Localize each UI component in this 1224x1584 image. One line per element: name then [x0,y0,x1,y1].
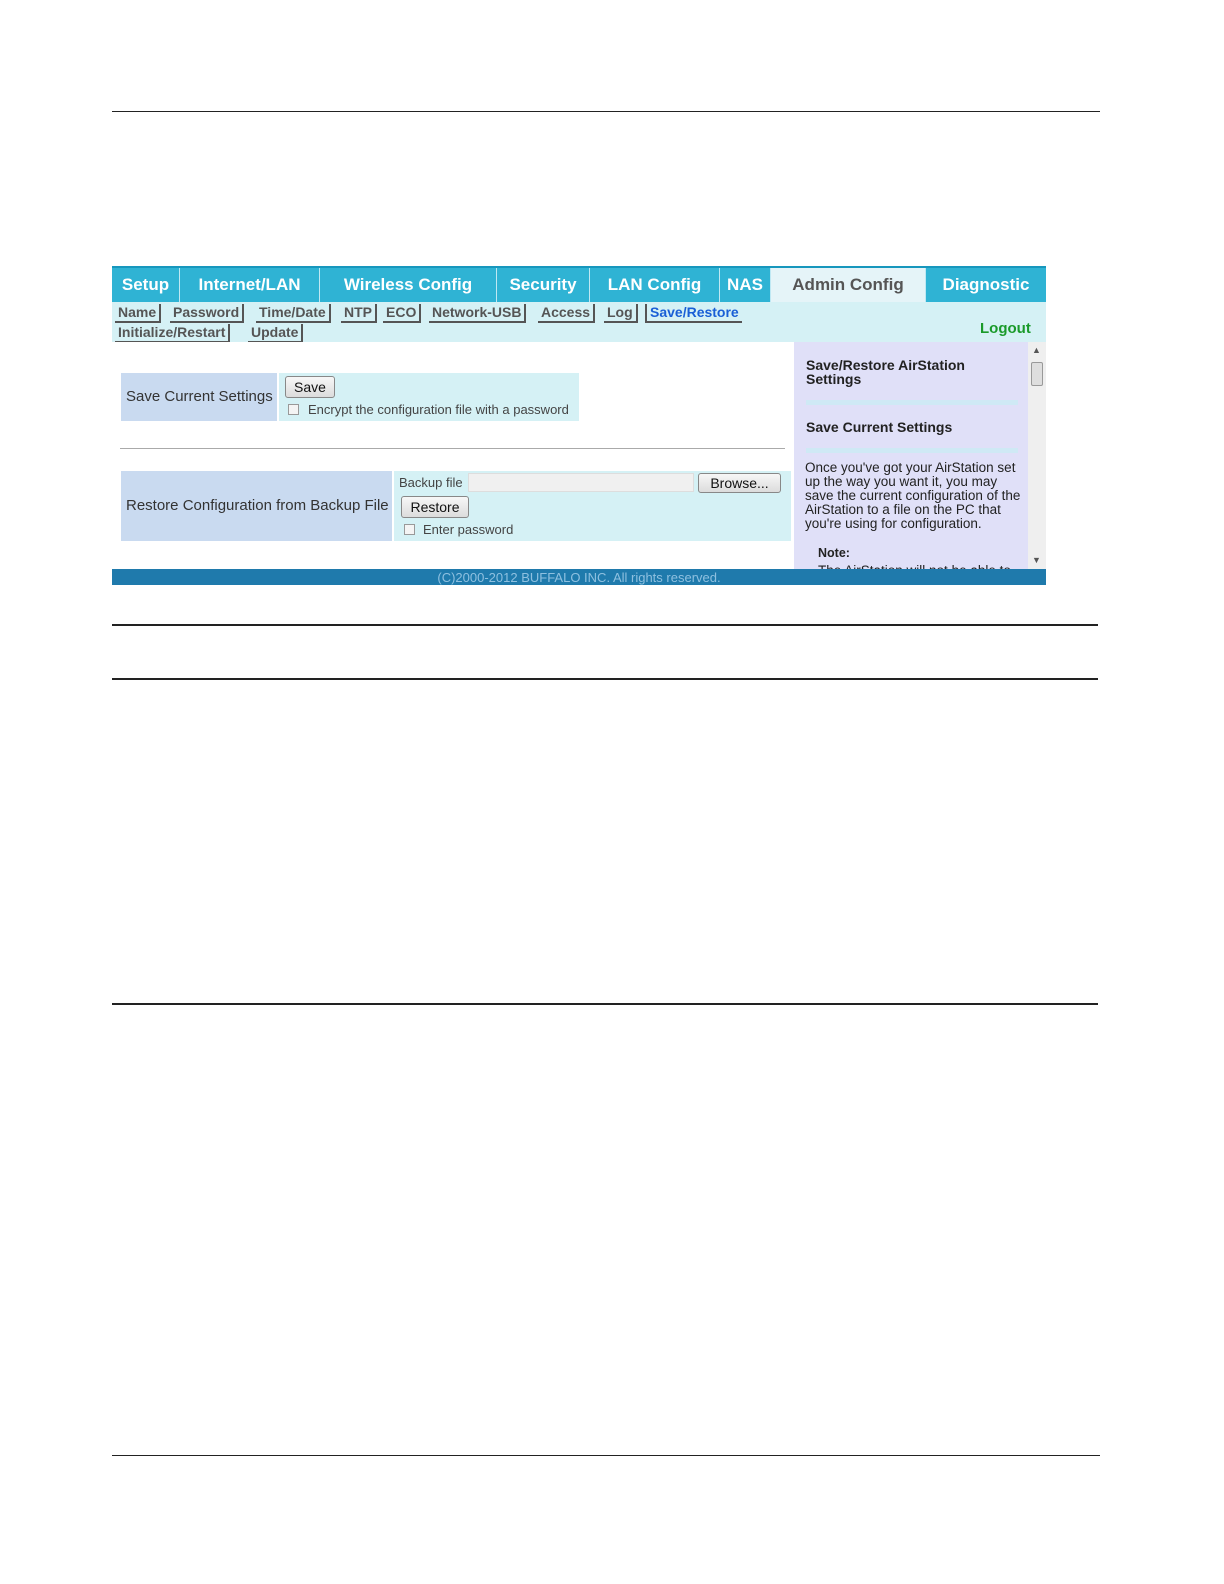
section-rule [112,678,1098,680]
copyright-footer: (C)2000-2012 BUFFALO INC. All rights reserved. [112,569,1046,585]
backup-file-label: Backup file [399,475,463,490]
subtab-save-restore[interactable]: Save/Restore [645,304,742,323]
scroll-thumb[interactable] [1031,362,1043,386]
router-admin-screenshot [112,266,1046,585]
tab-security[interactable]: Security [497,268,590,302]
main-tab-bar [112,266,1046,302]
encrypt-label: Encrypt the configuration file with a password [308,402,569,417]
restore-configuration-label: Restore Configuration from Backup File [126,497,389,514]
help-separator [806,448,1018,453]
help-title: Save/Restore AirStation Settings [806,357,965,387]
subtab-update[interactable]: Update [248,324,303,343]
help-separator [806,400,1018,405]
help-subtitle: Save Current Settings [806,419,953,435]
restore-row-label-cell [121,471,392,541]
section-divider [120,448,785,449]
subtab-ntp[interactable]: NTP [341,304,377,323]
tab-internet-lan[interactable]: Internet/LAN [180,268,320,302]
help-panel [794,342,1028,569]
save-row-label-cell [121,373,277,421]
tab-wireless-config[interactable]: Wireless Config [320,268,497,302]
subtab-log[interactable]: Log [604,304,638,323]
tab-nas[interactable]: NAS [720,268,771,302]
scroll-up-icon[interactable]: ▲ [1032,345,1041,355]
header-rule [112,111,1100,112]
tab-admin-config[interactable]: Admin Config [771,268,926,302]
restore-row-field-cell [394,471,791,541]
section-rule [112,624,1098,626]
subtab-eco[interactable]: ECO [383,304,421,323]
subtab-name[interactable]: Name [115,304,161,323]
subtab-initialize-restart[interactable]: Initialize/Restart [115,324,230,343]
save-current-settings-label: Save Current Settings [126,388,273,405]
tab-setup[interactable]: Setup [112,268,180,302]
logout-link[interactable]: Logout [980,320,1031,337]
save-row-field-cell [279,373,579,421]
footer-rule [112,1455,1100,1456]
help-body: Once you've got your AirStation set up the way you want it, you may save the current configuration of the AirStation to a file on the PC that you're using for configuration. [805,460,1021,531]
browse-button[interactable]: Browse... [698,473,781,493]
enter-password-label: Enter password [423,522,514,537]
restore-button[interactable]: Restore [401,496,469,518]
scroll-down-icon[interactable]: ▼ [1032,555,1041,565]
subtab-network-usb[interactable]: Network-USB [429,304,526,323]
enter-password-checkbox[interactable] [404,524,415,535]
sub-navigation [112,302,1046,342]
save-button[interactable]: Save [285,376,335,398]
tab-diagnostic[interactable]: Diagnostic [942,275,1030,294]
encrypt-checkbox[interactable] [288,404,299,415]
section-rule [112,1003,1098,1005]
help-note-label: Note: [818,546,850,560]
subtab-time-date[interactable]: Time/Date [256,304,331,323]
tab-lan-config[interactable]: LAN Config [590,268,720,302]
backup-file-input[interactable] [468,473,694,492]
subtab-password[interactable]: Password [170,304,244,323]
help-scrollbar[interactable] [1028,342,1046,569]
subtab-access[interactable]: Access [538,304,595,323]
settings-panel [112,342,794,569]
